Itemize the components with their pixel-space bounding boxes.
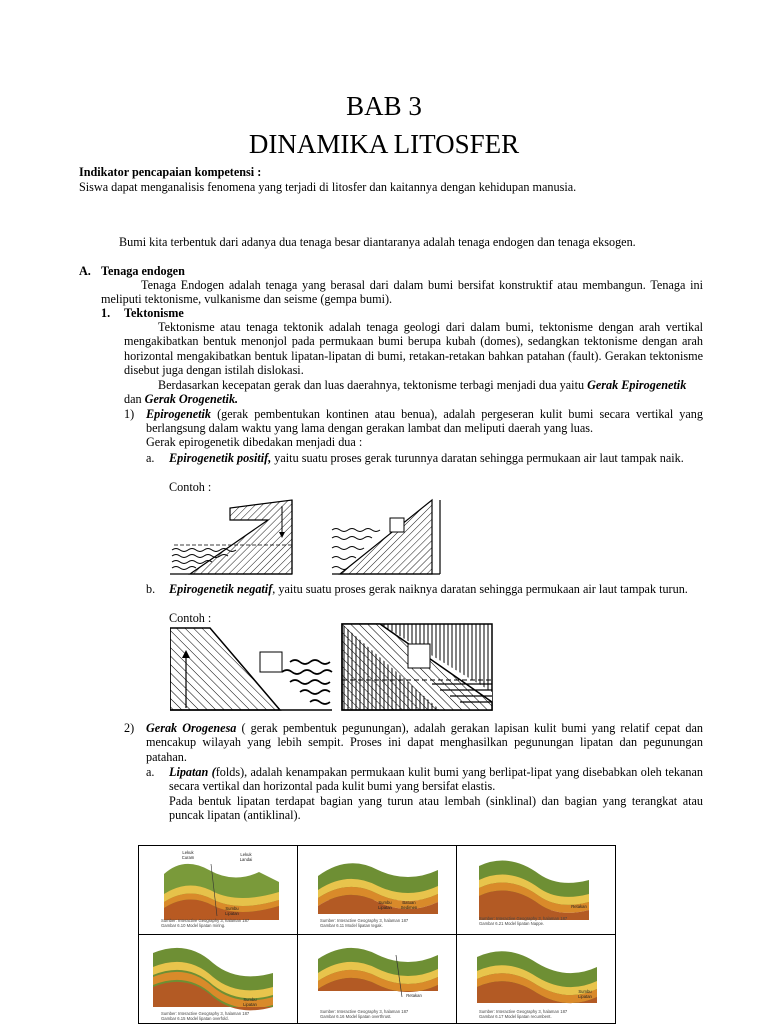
epiro-negatif-text: , yaitu suatu proses gerak naiknya daratan sehingga permukaan air laut tampak turun. [272,582,688,596]
fold-figure-cell [298,935,457,1024]
fold-caption: Gambar 6.21 Model lipatan Nappe. [479,921,545,926]
diagram-before [170,500,292,576]
diagram-after [342,624,492,710]
fold-label: Lekuk Curam [181,850,195,860]
epiro-b-label: b. [146,582,156,596]
division-text: Berdasarkan kecepatan gerak dan luas daerahnya, tektonisme terbagi menjadi dua yaitu [158,378,588,392]
term-epirogenetik: Gerak Epirogenetik [587,378,687,392]
epiro-negatif-paragraph [169,582,703,596]
epiro-number: 1) [124,407,135,421]
fold-figure-cell [457,935,616,1024]
epiro-negatif-diagram [170,622,500,712]
fold-figure-cell [139,846,298,935]
lipatan-paragraph [169,765,703,794]
fold-label: Lekuk Landai [239,852,253,862]
fold-source: Sumber: Interactive Geography 3, halaman 187 [161,1011,250,1016]
section-a-paragraph: Tenaga Endogen adalah tenaga yang berasal dari dalam bumi bersifat konstruktif atau membangun. Tenaga ini meliputi tektonisme, vulkanisme dan seisme (gempa bumi). [101,278,703,307]
fold-label: Sumbu Lipatan [378,900,392,910]
epiro-term: Epirogenetik [146,407,212,421]
fold-figure-cell [457,846,616,935]
fold-label: Sumbu Lipatan [225,906,239,916]
fold-caption: Gambar 6.16 Model lipatan overthrust. [320,1014,392,1019]
fold-caption: Gambar 6.15 Model lipatan overfold. [161,1016,229,1021]
division-and: dan [124,392,145,407]
oro-paragraph [146,721,703,764]
indicator-text: Siswa dapat menganalisis fenomena yang terjadi di litosfer dan kaitannya dengan kehidupan manusia. [79,180,577,194]
fold-source: Sumber: Interactive Geography 3, halaman 187 [479,916,568,921]
tektonisme-division [124,378,703,407]
fold-label: Sumbu Lipatan [243,997,257,1007]
fold-caption: Gambar 6.11 Model lipatan tegak. [320,923,383,928]
oro-a-label: a. [146,765,155,779]
diagram-after [332,500,440,574]
lipatan-detail: Pada bentuk lipatan terdapat bagian yang turun atau lembah (sinklinal) dan bagian yang terangkat atau puncak lipatan (antiklinal). [169,794,703,823]
fold-source: Sumber: Interactive Geography 3, halaman 187 [161,918,250,923]
section-a-title: Tenaga endogen [101,264,185,278]
epiro-definition: (gerak pembentukan kontinen atau benua), adalah pergeseran kulit bumi secara vertikal yang berlangsung dalam waktu yang lama dengan gerakan lambat dan meliputi daerah yang luas. [146,407,703,436]
lipatan-text: folds), adalah kenampakan permukaan kulit bumi yang berlipat-lipat yang disebabkan oleh tekanan secara vertikal dan horizontal pada kulit bumi yang bersifat elastis. [169,765,703,794]
epiro-positif-contoh: Contoh : [169,480,212,494]
fold-caption: Gambar 6.17 Model lipatan recumbent. [479,1014,552,1019]
fold-label: Sumbu Lipatan [578,989,592,999]
epiro-division-text: Gerak epirogenetik dibedakan menjadi dua : [146,435,363,449]
oro-definition: ( gerak pembentuk pegunungan), adalah gerakan lapisan kulit bumi yang relatif cepat dan mencakup wilayah yang lebih sempit. Proses ini dapat menghasilkan pegunungan lipatan dan pegunungan patahan. [146,721,703,764]
section-a-label: A. [79,264,91,278]
fold-figure-cell [298,846,457,935]
epiro-positif-term: Epirogenetik positif, [169,451,272,465]
indicator-label: Indikator pencapaian kompetensi : [79,165,262,179]
epiro-positif-paragraph [169,451,703,465]
fold-figure-grid [138,845,616,1024]
fold-source: Sumber: Interactive Geography 3, halaman 187 [320,1009,409,1014]
oro-number: 2) [124,721,135,735]
oro-term: Gerak Orogenesa [146,721,237,735]
epiro-positif-text: yaitu suatu proses gerak turunnya daratan sehingga permukaan air laut tampak naik. [271,451,684,465]
epiro-negatif-contoh: Contoh : [169,611,212,625]
fold-label: Retakan [406,993,422,998]
term-orogenetik: Gerak Orogenetik. [144,392,239,407]
intro-paragraph: Bumi kita terbentuk dari adanya dua tenaga besar diantaranya adalah tenaga endogen dan tenaga eksogen. [119,235,636,249]
chapter-title: DINAMIKA LITOSFER [248,129,520,159]
epiro-paragraph [146,407,703,436]
fold-caption: Gambar 6.10 Model lipatan miring. [161,923,226,928]
diagram-before [170,628,332,710]
chapter-number: BAB 3 [346,91,422,121]
fold-source: Sumber: Interactive Geography 3, halaman 187 [479,1009,568,1014]
fold-model-illustration [139,935,298,1023]
tektonisme-number: 1. [101,306,111,320]
epiro-positif-diagram [170,498,450,578]
fold-label: Batuan Sedimen [400,900,418,910]
tektonisme-paragraph: Tektonisme atau tenaga tektonik adalah tenaga geologi dari dalam bumi, tektonisme dengan arah vertikal mengakibatkan bentuk menonjol pada permukaan bumi berupa kubah (domes), sedangkan tektonisme dengan arah horizontal mengakibatkan bentuk lipatan-lipatan di bumi, retakan-retakan bahkan patahan (fault). Gerakan tektonisme disebut juga dengan istilah dislokasi. [124,320,703,378]
fold-label: Retakan [571,904,587,909]
lipatan-term: Lipatan ( [169,765,216,779]
epiro-a-label: a. [146,451,155,465]
fold-source: Sumber: Interactive Geography 3, halaman 187 [320,918,409,923]
fold-figure-cell [139,935,298,1024]
epiro-negatif-term: Epirogenetik negatif [169,582,273,596]
tektonisme-title: Tektonisme [124,306,184,320]
